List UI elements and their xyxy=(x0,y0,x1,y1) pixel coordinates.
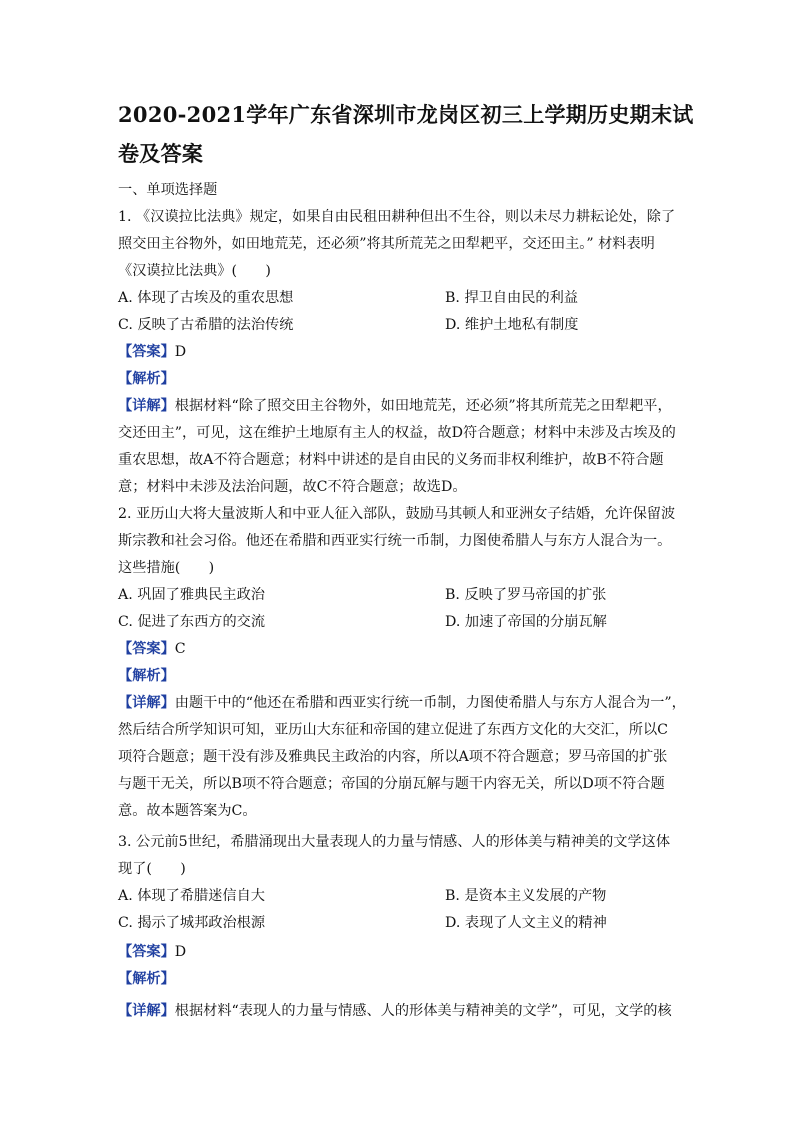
answer-tag: 【答案】 xyxy=(118,641,175,657)
q1-detail-line: 重农思想，故A不符合题意；材料中讲述的是自由民的义务而非权利维护，故B不符合题 xyxy=(118,452,664,468)
answer-tag: 【答案】 xyxy=(118,344,175,360)
q1-stem-line: 照交田主谷物外，如田地荒芜，还必须”将其所荒芜之田犁耙平，交还田主。” 材料表明 xyxy=(118,236,655,252)
q1-detail-text: 根据材料“除了照交田主谷物外，如田地荒芜，还必须”将其所荒芜之田犁耙平， xyxy=(174,398,672,414)
document-title-line-2: 卷及答案 xyxy=(118,141,204,166)
q1-stem-line: 《汉谟拉比法典》( ) xyxy=(118,263,271,279)
q3-stem-line: 3. 公元前5世纪，希腊涌现出大量表现人的力量与情感、人的形体美与精神美的文学这体 xyxy=(118,834,671,850)
q2-detail-line: 与题干无关，所以B项不符合题意；帝国的分崩瓦解与题干内容无关，所以D项不符合题 xyxy=(118,776,665,792)
q2-stem-line: 斯宗教和社会习俗。他还在希腊和西亚实行统一币制，力图使希腊人与东方人混合为一。 xyxy=(118,533,672,549)
q2-stem-line: 2. 亚历山大将大量波斯人和中亚人征入部队，鼓励马其顿人和亚洲女子结婚，允许保留波 xyxy=(118,506,676,522)
q1-answer-value: D xyxy=(174,344,187,360)
answer-tag: 【答案】 xyxy=(118,944,175,960)
q3-detail xyxy=(118,998,672,1025)
document-title-line-1: 2020-2021学年广东省深圳市龙岗区初三上学期历史期末试 xyxy=(118,102,694,127)
q2-analysis-tag xyxy=(118,663,175,690)
q3-answer-value: D xyxy=(174,944,187,960)
q3-option-a: A. 体现了希腊迷信自大 xyxy=(118,888,265,904)
q2-option-a: A. 巩固了雅典民主政治 xyxy=(118,587,265,603)
analysis-tag: 【解析】 xyxy=(118,971,175,987)
q2-detail-line: 意。故本题答案为C。 xyxy=(118,803,257,819)
q2-option-d: D. 加速了帝国的分崩瓦解 xyxy=(445,614,607,630)
q1-detail xyxy=(118,393,672,420)
q1-answer xyxy=(118,339,186,366)
q3-analysis-tag xyxy=(118,966,175,993)
q1-option-c: C. 反映了古希腊的法治传统 xyxy=(118,317,294,333)
q1-analysis-tag xyxy=(118,366,175,393)
detail-tag: 【详解】 xyxy=(118,695,175,711)
analysis-tag: 【解析】 xyxy=(118,371,175,387)
q1-option-b: B. 捍卫自由民的利益 xyxy=(445,290,578,306)
q1-option-d: D. 维护土地私有制度 xyxy=(445,317,579,333)
q2-detail-line: 然后结合所学知识可知，亚历山大东征和帝国的建立促进了东西方文化的大交汇，所以C xyxy=(118,722,668,738)
q3-stem-line: 现了( ) xyxy=(118,861,186,877)
q3-option-c: C. 揭示了城邦政治根源 xyxy=(118,915,266,931)
q3-detail-text: 根据材料“表现人的力量与情感、人的形体美与精神美的文学”，可见，文学的核 xyxy=(174,1003,672,1019)
q2-option-b: B. 反映了罗马帝国的扩张 xyxy=(445,587,607,603)
q3-option-b: B. 是资本主义发展的产物 xyxy=(445,888,607,904)
q2-answer-value: C xyxy=(174,641,186,657)
q2-option-c: C. 促进了东西方的交流 xyxy=(118,614,266,630)
q1-stem-line: 1. 《汉谟拉比法典》规定，如果自由民租田耕种但出不生谷，则以未尽力耕耘论处，除了 xyxy=(118,209,676,225)
q3-answer xyxy=(118,939,186,966)
q2-answer xyxy=(118,636,186,663)
detail-tag: 【详解】 xyxy=(118,1003,175,1019)
q2-detail-line: 项符合题意；题干没有涉及雅典民主政治的内容，所以A项不符合题意；罗马帝国的扩张 xyxy=(118,749,668,765)
q1-detail-line: 交还田主”，可见，这在维护土地原有主人的权益，故D符合题意；材料中未涉及古埃及的 xyxy=(118,425,676,441)
q1-option-a: A. 体现了古埃及的重农思想 xyxy=(118,290,294,306)
q2-detail xyxy=(118,690,686,717)
q3-option-d: D. 表现了人文主义的精神 xyxy=(445,915,607,931)
q2-detail-text: 由题干中的“他还在希腊和西亚实行统一币制，力图使希腊人与东方人混合为一”， xyxy=(174,695,686,711)
section-heading: 一、单项选择题 xyxy=(118,182,218,198)
q2-stem-line: 这些措施( ) xyxy=(118,560,215,576)
detail-tag: 【详解】 xyxy=(118,398,175,414)
analysis-tag: 【解析】 xyxy=(118,668,175,684)
q1-detail-line: 意；材料中未涉及法治问题，故C不符合题意；故选D。 xyxy=(118,479,467,495)
